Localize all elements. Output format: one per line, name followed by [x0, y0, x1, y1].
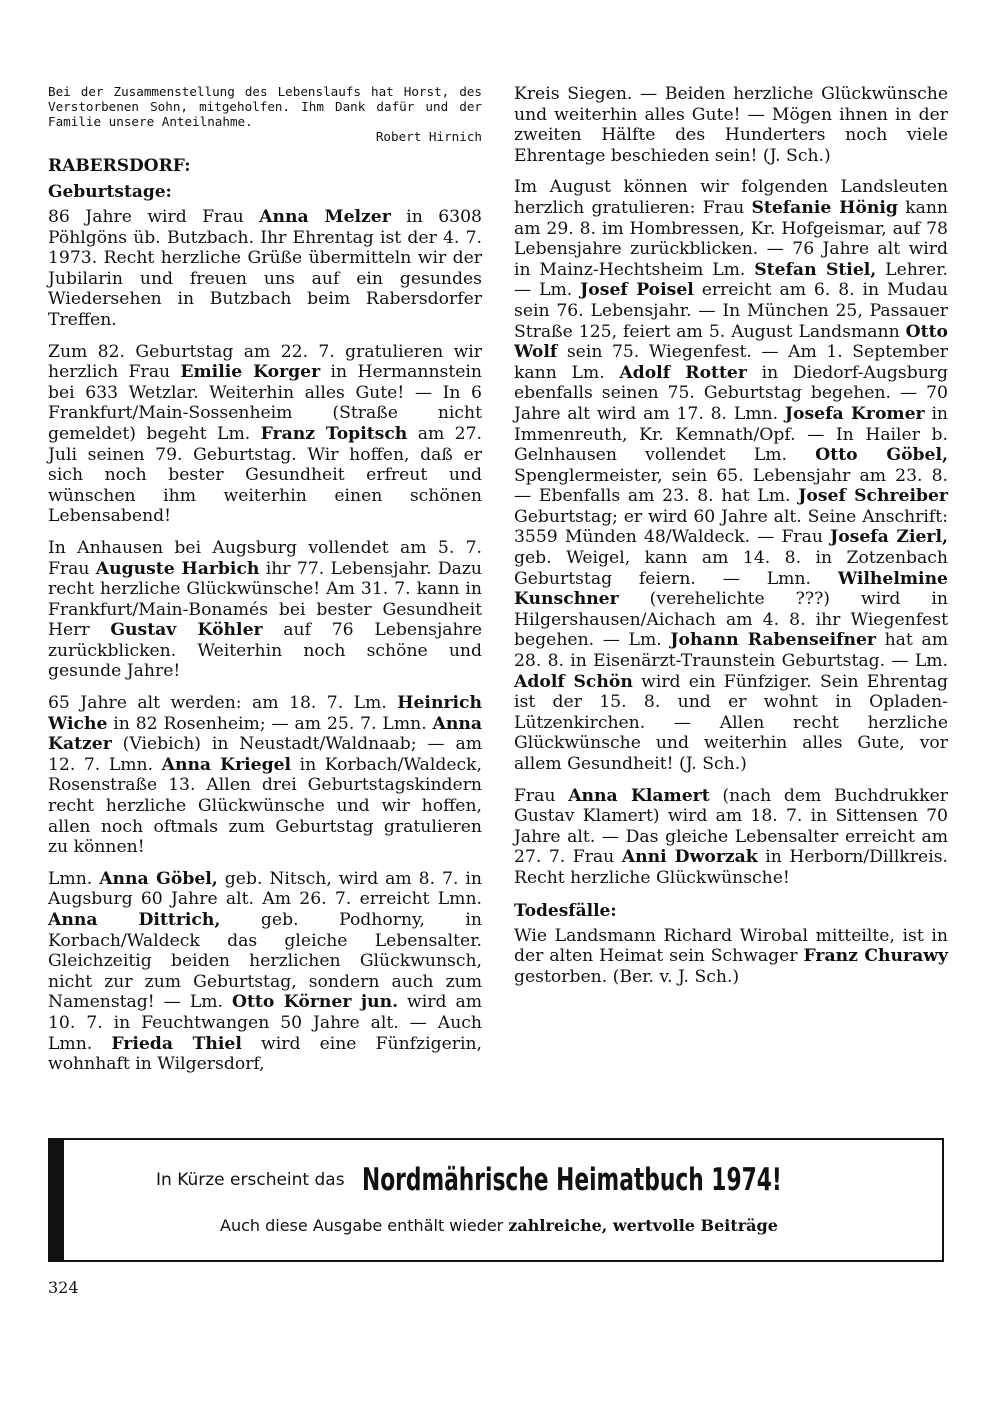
advertisement-box [48, 1138, 944, 1262]
text-run: In Anhausen bei Augsburg vollendet am 5. 7. Frau [48, 537, 482, 579]
text-run: in 82 Rosenheim; — am 25. 7. Lmn. [107, 713, 433, 734]
paragraph [514, 84, 948, 166]
text-run: geb. Nitsch, wird am 8. 7. in Augsburg 60 Jahre alt. Am 26. 7. erreicht Lmn. [48, 868, 482, 910]
text-run: sein 75. Wiegenfest. — Am 1. September kann Lm. [514, 342, 948, 383]
text-run: ihr 77. Lebensjahr. Dazu recht herzliche Glückwünsche! Am 31. 7. kann in Frankfurt/Main-Bonamés bei bester Gesundheit Herr [48, 558, 482, 641]
note-paragraph [48, 84, 482, 144]
text-run: geb. Weigel, kann am 14. 8. in Zotzenbach Geburtstag feiern. — Lmn. [514, 548, 948, 589]
deaths-heading: Todesfälle: [514, 900, 617, 921]
text-run: in Hermannstein bei 633 Wetzlar. Weiterhin alles Gute! — In 6 Frankfurt/Main-Sossenheim (Straße nicht gemeldet) begeht Lm. [48, 362, 482, 444]
name-highlight: Otto Wolf [514, 321, 948, 363]
name-highlight: Adolf Schön [514, 671, 633, 692]
name-highlight: Anna Göbel, [99, 868, 218, 889]
ad-intro: In Kürze erscheint das [156, 1170, 345, 1190]
text-run: in 6308 Pöhlgöns üb. Butzbach. Ihr Ehrentag ist der 4. 7. 1973. Recht herzliche Grüße übermitteln wir der Jubilarin und freuen uns auf ein gesundes Wiedersehen in Butzbach beim Rabersdorfer Treffen. [48, 207, 482, 330]
text-run: Geburtstag; er wird 60 Jahre alt. Seine Anschrift: 3559 Münden 48/Waldeck. — Frau [514, 506, 948, 548]
name-highlight: Anna Klamert [568, 785, 710, 806]
text-run: am 27. Juli seinen 79. Geburtstag. Wir hoffen, daß er sich noch bester Gesundheit erfreut und wünschen ihm weiterhin einen schönen Lebensabend! [48, 423, 482, 527]
right-column [514, 84, 948, 987]
paragraph [48, 342, 482, 527]
text-run: wird ein Fünfziger. Sein Ehrentag ist der 15. 8. und er wohnt in Opladen-Lützenkirchen. — Allen recht herzliche Glückwünsche und weiterhin alles Gute, vor allem Gesundheit! (J. Sch.) [514, 671, 948, 774]
ad-subline-bold: zahlreiche, wertvolle Beiträge [508, 1216, 778, 1235]
name-highlight: Otto Göbel, [815, 445, 948, 466]
birthdays-subheading: Geburtstage: [48, 182, 172, 202]
text-run: Lehrer. — Lm. [514, 259, 948, 301]
name-highlight: Gustav Köhler [110, 620, 263, 641]
name-highlight: Franz Churawy [803, 946, 948, 967]
name-highlight: Adolf Rotter [619, 362, 747, 383]
note-text: Bei der Zusammenstellung des Lebenslaufs hat Horst, des Verstorbenen Sohn, mitgeholfen. Ihm Dank dafür und der Familie unsere Anteilnahme. [48, 84, 482, 129]
ad-title: Nordmährische Heimatbuch 1974! [361, 1162, 782, 1198]
ad-subline-text: Auch diese Ausgabe enthält wieder [220, 1216, 504, 1235]
text-run: hat am 28. 8. in Eisenärzt-Traunstein Geburtstag. — Lm. [514, 630, 949, 672]
text-run: (nach dem Buchdrukker Gustav Klamert) wird am 18. 7. in Sittensen 70 Jahre alt. — Das gleiche Lebensalter erreicht am 27. 7. Frau [514, 785, 949, 868]
name-highlight: Auguste Harbich [95, 558, 260, 579]
text-run: (Viebich) in Neustadt/Waldnaab; — am 12. 7. Lmn. [48, 734, 482, 775]
name-highlight: Frieda Thiel [111, 1033, 242, 1054]
text-run: gestorben. (Ber. v. J. Sch.) [514, 966, 740, 987]
name-highlight: Josef Poisel [580, 280, 694, 301]
text-run: Im August können wir folgenden Landsleuten herzlich gratulieren: Frau [514, 177, 948, 218]
name-highlight: Emilie Korger [180, 362, 321, 383]
name-highlight: Wilhelmine Kunschner [514, 568, 948, 610]
name-highlight: Anni Dworzak [621, 847, 758, 868]
page-number: 324 [48, 1278, 79, 1297]
section-heading: RABERSDORF: [48, 156, 191, 176]
text-run: Spenglermeister, sein 65. Lebensjahr am 23. 8. — Ebenfalls am 23. 8. hat Lm. [514, 465, 948, 507]
text-run: Lmn. [48, 868, 100, 889]
name-highlight: Anna Melzer [259, 207, 391, 227]
text-run: auf 76 Lebensjahre zurückblicken. Weiterhin noch schöne und gesunde Jahre! [48, 620, 483, 682]
text-run: in Immenreuth, Kr. Kemnath/Opf. — In Hailer b. Gelnhausen vollendet Lm. [514, 403, 949, 466]
text-run: Frau [514, 785, 569, 806]
note-signature: Robert Hirnich [375, 129, 482, 144]
name-highlight: Otto Körner jun. [232, 992, 399, 1013]
text-run: Kreis Siegen. — Beiden herzliche Glückwünsche und weiterhin alles Gute! — Mögen ihnen in der zweiten Hälfte des Hunderters noch viele Ehrentage beschieden sein! (J. Sch.) [514, 84, 948, 166]
text-run: in Diedorf-Augsburg ebenfalls seinen 75. Geburtstag begehen. — 70 Jahre alt wird am 17. 8. Lmn. [514, 362, 948, 424]
text-run: (verehelichte ???) wird in Hilgershausen/Aichach am 4. 8. ihr Wiegenfest begehen. — Lm. [514, 589, 948, 651]
text-run: 65 Jahre alt werden: am 18. 7. Lm. [48, 693, 398, 714]
paragraph [48, 207, 482, 331]
paragraph [514, 926, 948, 988]
text-run: Zum 82. Geburtstag am 22. 7. gratulieren wir herzlich Frau [48, 341, 482, 383]
text-run: in Korbach/Waldeck, Rosenstraße 13. Allen drei Geburtstagskindern recht herzliche Glückwünsche und wir hoffen, allen noch oftmals zum Geburtstag gratulieren zu können! [48, 754, 482, 858]
text-run: Wie Landsmann Richard Wirobal mitteilte, ist in der alten Heimat sein Schwager [514, 925, 948, 967]
name-highlight: Stefan Stiel, [754, 259, 877, 280]
text-run: in Herborn/Dillkreis. Recht herzliche Glückwünsche! [514, 847, 948, 888]
name-highlight: Josefa Kromer [784, 403, 925, 424]
paragraph [48, 538, 482, 682]
name-highlight: Franz Topitsch [260, 423, 408, 444]
paragraph [48, 693, 482, 858]
name-highlight: Anna Dittrich, [48, 910, 221, 930]
name-highlight: Johann Rabenseifner [670, 630, 876, 651]
name-highlight: Anna Kriegel [161, 754, 292, 775]
name-highlight: Anna Katzer [48, 713, 482, 755]
paragraph [514, 177, 948, 774]
text-run: wird eine Fünfzigerin, wohnhaft in Wilgersdorf, [48, 1033, 483, 1075]
name-highlight: Stefanie Hönig [751, 197, 898, 218]
text-run: 86 Jahre wird Frau [48, 207, 260, 227]
ad-subline [220, 1216, 778, 1235]
paragraph [514, 786, 948, 889]
name-highlight: Josefa Zierl, [830, 527, 948, 548]
paragraph [48, 869, 482, 1075]
ad-headline [156, 1162, 900, 1198]
text-run: geb. Podhorny, in Korbach/Waldeck das gleiche Lebensalter. Gleichzeitig beiden herzlichen Glückwunsch, nicht zur zum Geburtstag, sondern auch zum Namenstag! — Lm. [48, 910, 483, 1013]
text-run: wird am 10. 7. in Feuchtwangen 50 Jahre alt. — Auch Lmn. [48, 992, 482, 1054]
text-run: erreicht am 6. 8. in Mudau sein 76. Lebensjahr. — In München 25, Passauer Straße 125, feiert am 5. August Landsmann [514, 280, 948, 342]
name-highlight: Heinrich Wiche [48, 693, 482, 734]
name-highlight: Josef Schreiber [798, 486, 948, 507]
text-run: kann am 29. 8. im Hombressen, Kr. Hofgeismar, auf 78 Lebensjahre zurückblicken. — 76 Jahre alt wird in Mainz-Hechtsheim Lm. [514, 197, 949, 280]
left-column [48, 84, 482, 1075]
